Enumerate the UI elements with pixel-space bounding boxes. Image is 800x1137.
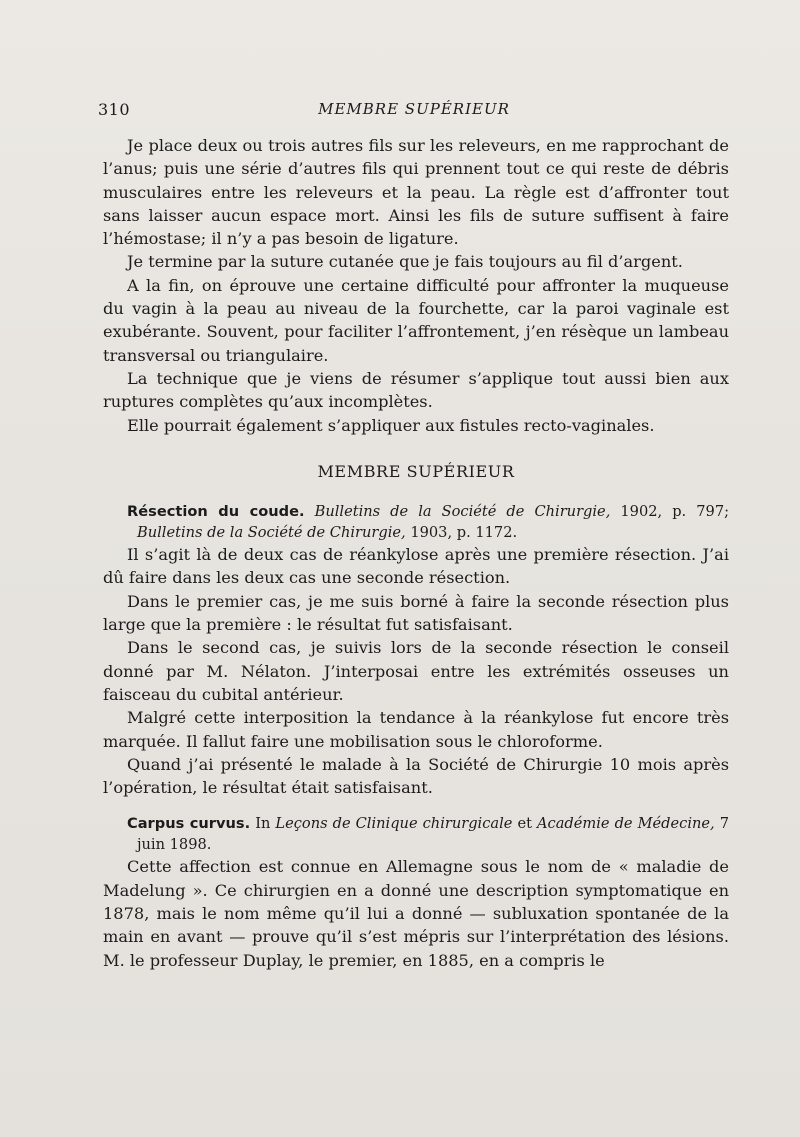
page-number: 310	[98, 100, 131, 119]
spacer	[103, 799, 729, 813]
entry-reference-detail: 1903, p. 1172.	[410, 524, 518, 542]
body-text	[103, 134, 729, 972]
entry-reference: Bulletins de la Société de Chirurgie,	[314, 503, 611, 521]
paragraph: Quand j’ai présenté le malade à la Société de Chirurgie 10 mois après l’opération, le résultat était satisfaisant.	[103, 754, 729, 798]
entry-reference-detail: 1902, p. 797;	[620, 503, 730, 521]
entry-title: Résection du coude.	[127, 503, 305, 521]
entry-reference: Leçons de Clinique chirurgicale	[275, 815, 513, 833]
paragraph: Je termine par la suture cutanée que je fais toujours au fil d’argent.	[127, 252, 683, 272]
bibliography-entry-carpus	[103, 813, 729, 855]
entry-reference-detail: 7 juin 1898.	[137, 815, 730, 854]
paragraph: Il s’agit là de deux cas de réankylose après une première résection. J’ai dû faire dans les deux cas une seconde résection.	[103, 545, 729, 588]
entry-text: In	[255, 815, 271, 833]
entry-title: Carpus curvus.	[127, 815, 251, 833]
entry-reference: Bulletins de la Société de Chirurgie,	[137, 524, 406, 542]
running-head	[98, 100, 730, 122]
bibliography-entry-coude	[103, 501, 729, 543]
paragraph: Je place deux ou trois autres fils sur les releveurs, en me rapprochant de l’anus; puis une série d’autres fils qui prennent tout ce qui reste de débris musculaires entre les releveurs et la peau. La règle est d’affronter tout sans laisser aucun espace mort. Ainsi les fils de suture suffisent à faire l’hémostase; il n’y a pas besoin de ligature.	[103, 136, 729, 249]
entry-text: et	[517, 815, 532, 833]
paragraph: A la fin, on éprouve une certaine difficulté pour affronter la muqueuse du vagin à la peau au niveau de la fourchette, car la paroi vaginale est exubérante. Souvent, pour faciliter l’affrontement, j’en résèque un lambeau transversal ou triangulaire.	[103, 275, 729, 365]
running-title: MEMBRE SUPÉRIEUR	[318, 100, 510, 118]
paragraph: Cette affection est connue en Allemagne sous le nom de « maladie de Madelung ». Ce chirurgien en a donné une description symptomatique en 1878, mais le nom même qu’il lui a donné — subluxation spontanée de la main en avant — prouve qu’il s’est mépris sur l’interprétation des lésions. M. le professeur Duplay, le premier, en 1885, en a compris le	[103, 857, 729, 970]
paragraph: Elle pourrait également s’appliquer aux fistules recto-vaginales.	[127, 415, 655, 435]
section-title: MEMBRE SUPÉRIEUR	[317, 461, 515, 481]
paragraph: La technique que je viens de résumer s’applique tout aussi bien aux ruptures complètes qu’aux incomplètes.	[103, 368, 729, 412]
entry-reference: Académie de Médecine,	[537, 815, 715, 833]
paragraph: Malgré cette interposition la tendance à la réankylose fut encore très marquée. Il fallut faire une mobilisation sous le chloroforme.	[103, 708, 729, 751]
paragraph: Dans le premier cas, je me suis borné à faire la seconde résection plus large que la première : le résultat fut satisfaisant.	[103, 591, 729, 635]
paragraph: Dans le second cas, je suivis lors de la seconde résection le conseil donné par M. Nélaton. J’interposai entre les extrémités osseuses un faisceau du cubital antérieur.	[103, 638, 729, 704]
